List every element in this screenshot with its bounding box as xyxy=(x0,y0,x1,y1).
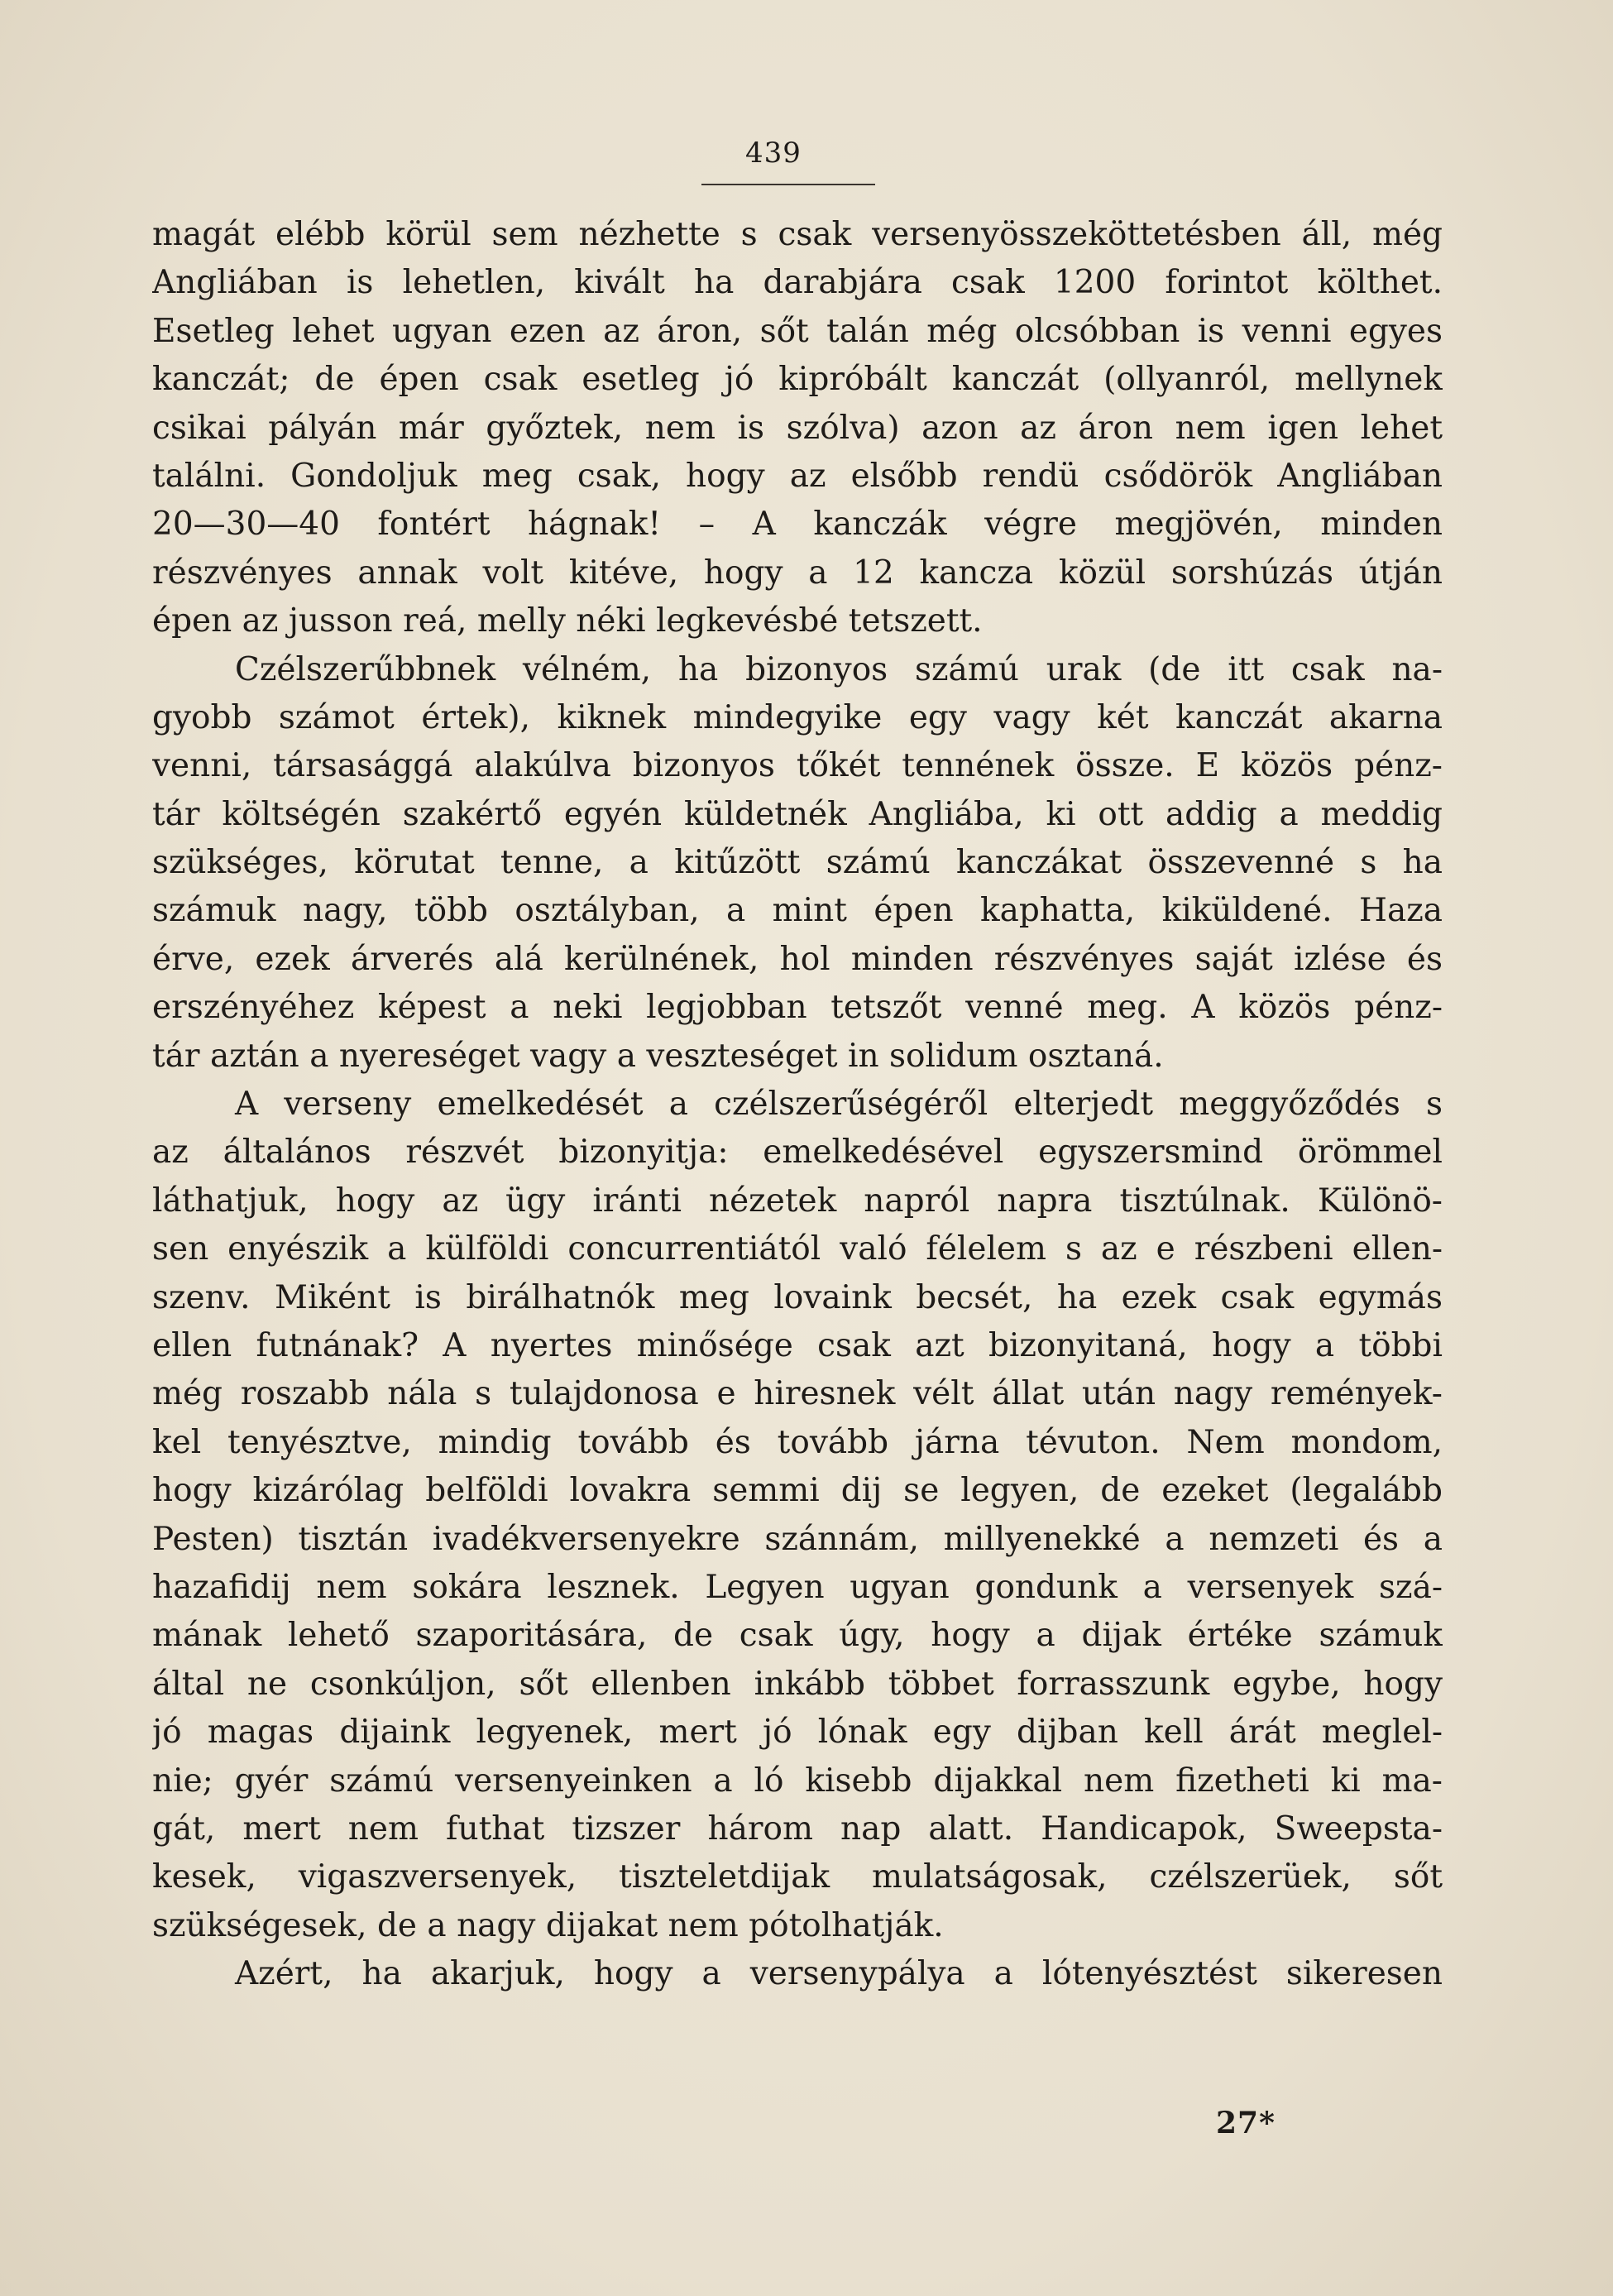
text-line: sen enyészik a külföldi concurrentiától való félelem s az e részbeni ellen- xyxy=(152,1230,1443,1268)
text-line: épen az jusson reá, melly néki legkevésbé tetszett. xyxy=(152,602,983,640)
text-line: erszényéhez képest a neki legjobban tetszőt venné meg. A közös pénz- xyxy=(152,989,1443,1027)
text-line: kesek, vigaszversenyek, tiszteletdijak mulatságosak, czélszerüek, sőt xyxy=(152,1858,1443,1896)
text-line: gyobb számot értek), kiknek mindegyike egy vagy két kanczát akarna xyxy=(152,698,1443,736)
text-line: csikai pályán már győztek, nem is szólva) azon az áron nem igen lehet xyxy=(152,409,1443,447)
text-line: tár költségén szakértő egyén küldetnék Angliába, ki ott addig a meddig xyxy=(152,795,1443,833)
text-line: jó magas dijaink legyenek, mert jó lónak egy dijban kell árát meglel- xyxy=(152,1714,1443,1752)
text-line: Azért, ha akarjuk, hogy a versenypálya a lótenyésztést sikeresen xyxy=(235,1955,1443,1993)
header-rule xyxy=(701,184,875,185)
text-line: Czélszerűbbnek vélném, ha bizonyos számú urak (de itt csak na- xyxy=(235,650,1443,688)
text-line: az általános részvét bizonyitja: emelkedésével egyszersmind örömmel xyxy=(152,1134,1443,1172)
body-text xyxy=(152,211,1443,1998)
text-line: A verseny emelkedését a czélszerűségéről elterjedt meggyőződés s xyxy=(235,1086,1443,1124)
text-line: gát, mert nem futhat tizszer három nap alatt. Handicapok, Sweepsta- xyxy=(152,1809,1443,1848)
text-line: hazafidij nem sokára lesznek. Legyen ugyan gondunk a versenyek szá- xyxy=(152,1568,1443,1606)
text-line: tár aztán a nyereséget vagy a veszteséget in solidum osztaná. xyxy=(152,1037,1164,1075)
text-line: részvényes annak volt kitéve, hogy a 12 kancza közül sorshúzás útján xyxy=(152,554,1443,592)
text-line: érve, ezek árverés alá kerülnének, hol minden részvényes saját izlése és xyxy=(152,940,1443,978)
text-line: találni. Gondoljuk meg csak, hogy az elsőbb rendü csődörök Angliában xyxy=(152,457,1443,495)
text-line: Angliában is lehetlen, kivált ha darabjára csak 1200 forintot költhet. xyxy=(152,264,1443,302)
signature-mark: 27* xyxy=(1216,2106,1276,2140)
page-number: 439 xyxy=(745,137,802,170)
text-line: szükséges, körutat tenne, a kitűzött számú kanczákat összevenné s ha xyxy=(152,844,1443,882)
text-line: kanczát; de épen csak esetleg jó kipróbált kanczát (ollyanról, mellynek xyxy=(152,361,1443,399)
text-line: 20—30—40 fontért hágnak! – A kanczák végre megjövén, minden xyxy=(152,506,1443,544)
text-line: mának lehető szaporitására, de csak úgy, hogy a dijak értéke számuk xyxy=(152,1617,1443,1655)
text-line: még roszabb nála s tulajdonosa e hiresnek vélt állat után nagy remények- xyxy=(152,1375,1443,1413)
text-line: Pesten) tisztán ivadékversenyekre szánnám, millyenekké a nemzeti és a xyxy=(152,1520,1443,1558)
text-line: hogy kizárólag belföldi lovakra semmi dij se legyen, de ezeket (legalább xyxy=(152,1472,1443,1510)
text-line: ellen futnának? A nyertes minősége csak azt bizonyitaná, hogy a többi xyxy=(152,1326,1443,1364)
text-line: venni, társasággá alakúlva bizonyos tőkét tennének össze. E közös pénz- xyxy=(152,747,1443,785)
text-line: magát elébb körül sem nézhette s csak versenyösszeköttetésben áll, még xyxy=(152,216,1443,253)
text-line: láthatjuk, hogy az ügy iránti nézetek napról napra tisztúlnak. Különö- xyxy=(152,1182,1443,1220)
text-line: kel tenyésztve, mindig tovább és tovább járna tévuton. Nem mondom, xyxy=(152,1423,1443,1461)
text-line: számuk nagy, több osztályban, a mint épen kaphatta, kiküldené. Haza xyxy=(152,892,1443,930)
text-line: nie; gyér számú versenyeinken a ló kisebb dijakkal nem fizetheti ki ma- xyxy=(152,1762,1443,1800)
text-line: szükségesek, de a nagy dijakat nem pótolhatják. xyxy=(152,1906,944,1944)
text-line: Esetleg lehet ugyan ezen az áron, sőt talán még olcsóbban is venni egyes xyxy=(152,312,1443,350)
text-line: szenv. Miként is birálhatnók meg lovaink becsét, ha ezek csak egymás xyxy=(152,1278,1443,1316)
text-line: által ne csonkúljon, sőt ellenben inkább többet forrasszunk egybe, hogy xyxy=(152,1665,1443,1703)
